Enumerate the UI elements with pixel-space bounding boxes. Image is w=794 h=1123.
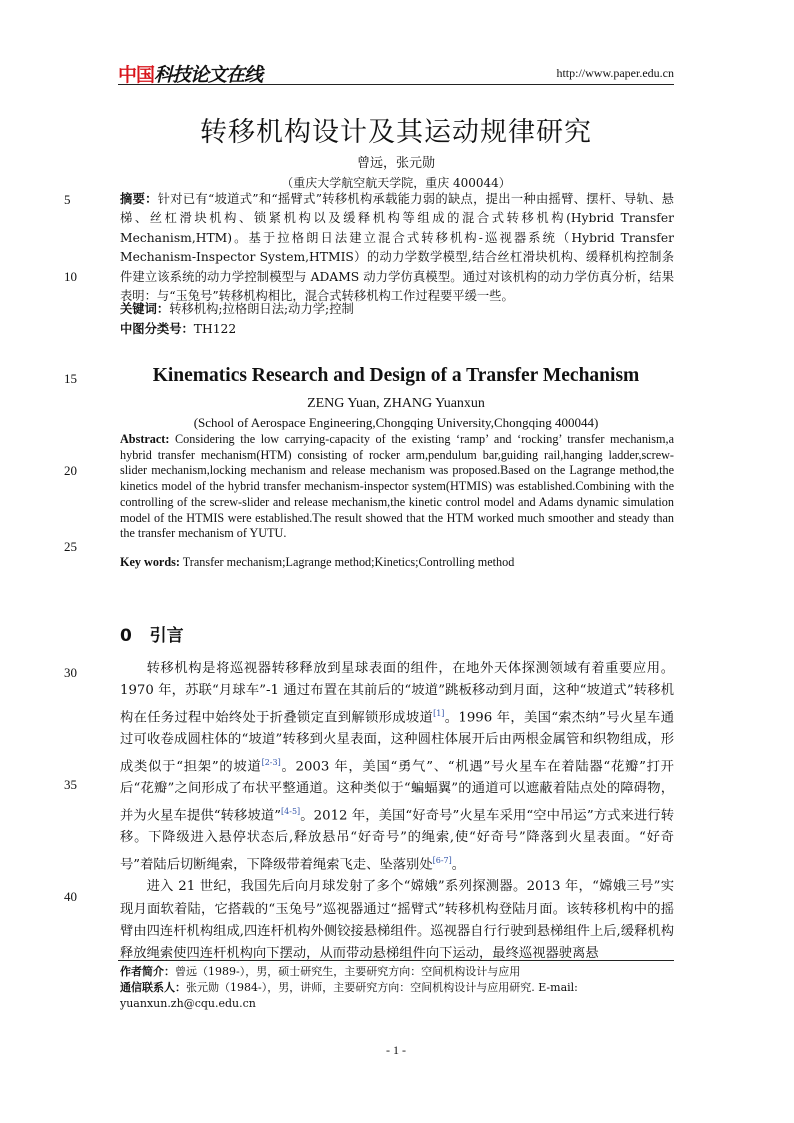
- logo-black-text: 科技论文在线: [154, 64, 263, 86]
- paper-title-cn: 转移机构设计及其运动规律研究: [200, 117, 592, 148]
- line-number: 10: [64, 269, 77, 284]
- abstract-en-label: Abstract:: [120, 432, 170, 446]
- abstract-cn-text: 针对已有“坡道式”和“摇臂式”转移机构承载能力弱的缺点，提出一种由摇臂、摆杆、导轨、悬梯、丝杠滑块机构、锁紧机构以及缓释机构等组成的混合式转移机构(Hybrid Transfer Mechanism,HTM)。基于拉格朗日法建立混合式转移机构-巡视器系统（Hybrid Transfer Mechanism-Inspector System,HTMIS）的动力学数学模型,结合丝杠滑块机构、缓释机构控制条件建立该系统的动力学控制模型与 ADAMS 动力学仿真模型。通过对该机构的动力学仿真分析，结果表明：与“玉兔号”转移机构相比，混合式转移机构工作过程要平缓一些。: [120, 192, 674, 304]
- line-number: 40: [64, 889, 77, 904]
- affiliation-cn: （重庆大学航空航天学院，重庆 400044）: [281, 176, 511, 190]
- site-logo: [118, 60, 262, 87]
- logo-red-text: 中国: [118, 64, 155, 86]
- abstract-cn-label: 摘要：: [120, 192, 158, 206]
- keywords-cn-text: 转移机构;拉格朗日法;动力学;控制: [169, 302, 354, 316]
- authors-en: ZENG Yuan, ZHANG Yuanxun: [307, 396, 485, 411]
- citation-link[interactable]: [4-5]: [281, 806, 301, 816]
- abstract-en: [120, 432, 674, 542]
- affiliation-en: (School of Aerospace Engineering,Chongqing University,Chongqing 400044): [193, 415, 599, 430]
- page-number: - 1 -: [386, 1043, 406, 1057]
- section-number: 0: [120, 626, 132, 646]
- header-url[interactable]: http://www.paper.edu.cn: [556, 66, 674, 80]
- keywords-en-text: Transfer mechanism;Lagrange method;Kinetics;Controlling method: [182, 555, 515, 569]
- body-text-span: 转移机构是将巡视器转移释放到星球表面的组件，在地外天体探测领域有着重要应用。1970 年，苏联“月球车”-1 通过布置在其前后的“坡道”跳板移动到月面，这种“坡道式”转移机构在任务过程中始终处于折叠锁定直到解锁形成坡道: [120, 661, 674, 726]
- keywords-cn: [120, 300, 674, 319]
- footnote: [120, 964, 674, 1012]
- keywords-en-label: Key words:: [120, 555, 180, 569]
- clc-cn-text: TH122: [193, 322, 237, 336]
- body-text-span: 。2012 年，美国“好奇号”火星车采用“空中吊运”方式来进行转移。下降级进入悬停状态后,释放悬吊“好奇号”的绳索,使“好奇号”降落到火星表面。“好奇号”着陆后切断绳索，下降级带着绳索飞走、坠落别处: [120, 808, 674, 873]
- clc-cn-label: 中图分类号：: [120, 322, 194, 336]
- authors-cn: 曾远，张元勋: [356, 156, 435, 171]
- section-title: 引言: [149, 626, 184, 646]
- line-number: 20: [64, 463, 77, 478]
- abstract-cn: [120, 190, 674, 306]
- body-text-span: 。: [451, 857, 466, 873]
- section-heading-intro: [120, 621, 184, 646]
- body-text-span: 。2003 年，美国“勇气”、“机遇”号火星车在着陆器“花瓣”打开后“花瓣”之间形成了布状平整通道。这种类似于“蝙蝠翼”的通道可以遮蔽着陆点处的障碍物，并为火星车提供“转移坡道”: [120, 759, 674, 824]
- keywords-cn-label: 关键词：: [120, 302, 170, 316]
- footnote-author-text: 曾远（1989-），男，硕士研究生，主要研究方向：空间机构设计与应用: [175, 965, 521, 978]
- paper-title-en: Kinematics Research and Design of a Transfer Mechanism: [152, 365, 640, 386]
- footnote-rule: [118, 960, 674, 961]
- header-rule: [118, 84, 674, 85]
- clc-cn: [120, 320, 674, 339]
- citation-link[interactable]: [2-3]: [261, 757, 281, 767]
- keywords-en: [120, 555, 674, 570]
- line-number: 25: [64, 539, 77, 554]
- line-number: 30: [64, 665, 77, 680]
- citation-link[interactable]: [1]: [433, 708, 445, 718]
- body-text-span: 。1996 年，美国“索杰纳”号火星车通过可收卷成圆柱体的“坡道”转移到火星表面，这种圆柱体展开后由两根金属管和织物组成，形成类似于“担架”的坡道: [120, 710, 675, 775]
- citation-link[interactable]: [6-7]: [432, 855, 452, 865]
- footnote-contact-text: 张元勋（1984-），男，讲师，主要研究方向：空间机构设计与应用研究. E-mail: yuanxun.zh@cqu.edu.cn: [120, 981, 578, 1010]
- footnote-contact-label: 通信联系人：: [120, 981, 186, 994]
- body-text: [120, 658, 674, 966]
- body-paragraph: [120, 658, 674, 876]
- line-number: 35: [64, 777, 77, 792]
- abstract-en-text: Considering the low carrying-capacity of the existing ‘ramp’ and ‘rocking’ transfer mechanism,a hybrid transfer mechanism(HTM) consisting of rocker arm,pendulum bar,guiding rail,hanging ladder,screw-slider mechanism,locking mechanism and release mechanism was proposed.Based on the Lagrange method,the kinetics model of the hybrid transfer mechanism-inspector system(HTMIS) was established.Combining with the controlling of the screw-slider and release mechanism,the kinetic control model and Adams dynamic simulation model of the HTMIS were established.The result showed that the HTM worked much smoother and steady than the transfer mechanism of YUTU.: [120, 432, 674, 541]
- line-number: 15: [64, 371, 77, 386]
- body-paragraph: 进入 21 世纪，我国先后向月球发射了多个“嫦娥”系列探测器。2013 年，“嫦娥三号”实现月面软着陆，它搭载的“玉兔号”巡视器通过“摇臂式”转移机构登陆月面。该转移机构中的摇臂由四连杆机构组成,四连杆机构外侧铰接悬梯组件。巡视器自行行驶到悬梯组件上后,缓释机构释放绳索使四连杆机构向下摆动，从而带动悬梯组件向下运动，最终巡视器驶离悬: [120, 879, 674, 962]
- footnote-author-label: 作者简介：: [120, 965, 175, 978]
- line-number: 5: [64, 192, 71, 207]
